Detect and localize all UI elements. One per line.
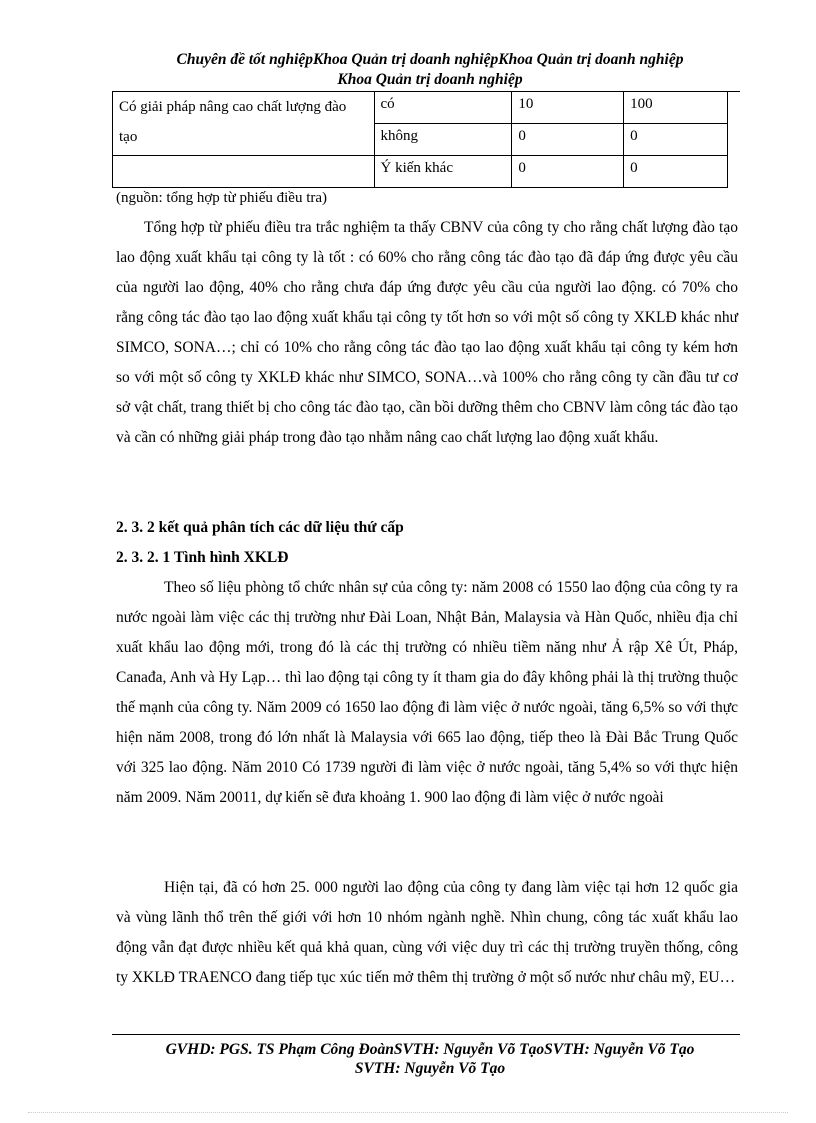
page-header-line2: Khoa Quản trị doanh nghiệp [337, 71, 523, 88]
page-footer-line2: SVTH: Nguyễn Võ Tạo [354, 1060, 506, 1077]
table-question-cell: Có giải pháp nâng cao chất lượng đào tạo [113, 92, 375, 156]
table-cell-count: 0 [512, 124, 624, 156]
table-row [113, 156, 728, 188]
survey-table [112, 91, 728, 188]
table-cell-count: 10 [512, 92, 624, 124]
table-cell-option: có [374, 92, 512, 124]
table-cell-percent: 100 [624, 92, 728, 124]
table-cell-count: 0 [512, 156, 624, 188]
table-cell-option: không [374, 124, 512, 156]
table-cell-percent: 0 [624, 156, 728, 188]
body-paragraph-2: Theo số liệu phòng tổ chức nhân sự của công ty: năm 2008 có 1550 lao động của công ty ra nước ngoài làm việc các thị trường như Đài Loan, Nhật Bản, Malaysia và Hàn Quốc, nhiều địa chỉ xuất khẩu lao động mới, trong đó là các thị trường có nhiều tiềm năng như Ả rập Xê Út, Pháp, Canađa, Anh và Hy Lạp… thì lao động tại công ty ít tham gia do đây không phải là thị trường thuộc thế mạnh của công ty. Năm 2009 có 1650 lao động đi làm việc ở nước ngoài, tăng 6,5% so với thực hiện năm 2008, trong đó lớn nhất là Malaysia với 665 lao động, tiếp theo là Đài Bắc Trung Quốc với 325 lao động. Năm 2010 Có 1739 người đi làm việc ở nước ngoài, tăng 5,4% so với thực hiện năm 2009. Năm 20011, dự kiến sẽ đưa khoảng 1. 900 lao động đi làm việc ở nước ngoài [116, 579, 738, 806]
section-heading: 2. 3. 2 kết quả phân tích các dữ liệu thứ cấp [116, 519, 404, 536]
footer-divider [112, 1034, 740, 1035]
page-bottom-border [28, 1112, 788, 1113]
table-empty-cell [113, 156, 375, 188]
source-note: (nguồn: tổng hợp từ phiếu điều tra) [116, 190, 328, 206]
table-row [113, 92, 728, 124]
body-paragraph-3: Hiện tại, đã có hơn 25. 000 người lao động của công ty đang làm việc tại hơn 12 quốc gia và vùng lãnh thổ trên thế giới với hơn 10 nhóm ngành nghề. Nhìn chung, công tác xuất khẩu lao động vẫn đạt được nhiều kết quả khả quan, cùng với việc duy trì các thị trường truyền thống, công ty XKLĐ TRAENCO đang tiếp tục xúc tiến mở thêm thị trường ở một số nước như châu mỹ, EU… [116, 879, 738, 986]
page-header-line1: Chuyên đề tốt nghiệpKhoa Quản trị doanh nghiệpKhoa Quản trị doanh nghiệp [176, 51, 684, 68]
table-cell-percent: 0 [624, 124, 728, 156]
subsection-heading: 2. 3. 2. 1 Tình hình XKLĐ [116, 549, 289, 566]
table-cell-option: Ý kiến khác [374, 156, 512, 188]
page-footer-line1: GVHD: PGS. TS Phạm Công ĐoànSVTH: Nguyễn Võ TạoSVTH: Nguyễn Võ Tạo [165, 1041, 695, 1058]
body-paragraph-1: Tổng hợp từ phiếu điều tra trắc nghiệm ta thấy CBNV của công ty cho rằng chất lượng đào tạo lao động xuất khẩu tại công ty là tốt : có 60% cho rằng công tác đào tạo đã đáp ứng được yêu cầu của người lao động, 40% cho rằng chưa đáp ứng được yêu cầu của người lao động. có 70% cho rằng công tác đào tạo lao động xuất khẩu tại công ty tốt hơn so với một số công ty XKLĐ khác như SIMCO, SONA…; chỉ có 10% cho rằng công tác đào tạo lao động xuất khẩu tại công ty kém hơn so với một số công ty XKLĐ khác như SIMCO, SONA…và 100% cho rằng công ty cần đầu tư cơ sở vật chất, trang thiết bị cho công tác đào tạo, cần bồi dưỡng thêm cho CBNV làm công tác đào tạo và cần có những giải pháp trong đào tạo nhằm nâng cao chất lượng lao động xuất khẩu. [116, 219, 738, 446]
